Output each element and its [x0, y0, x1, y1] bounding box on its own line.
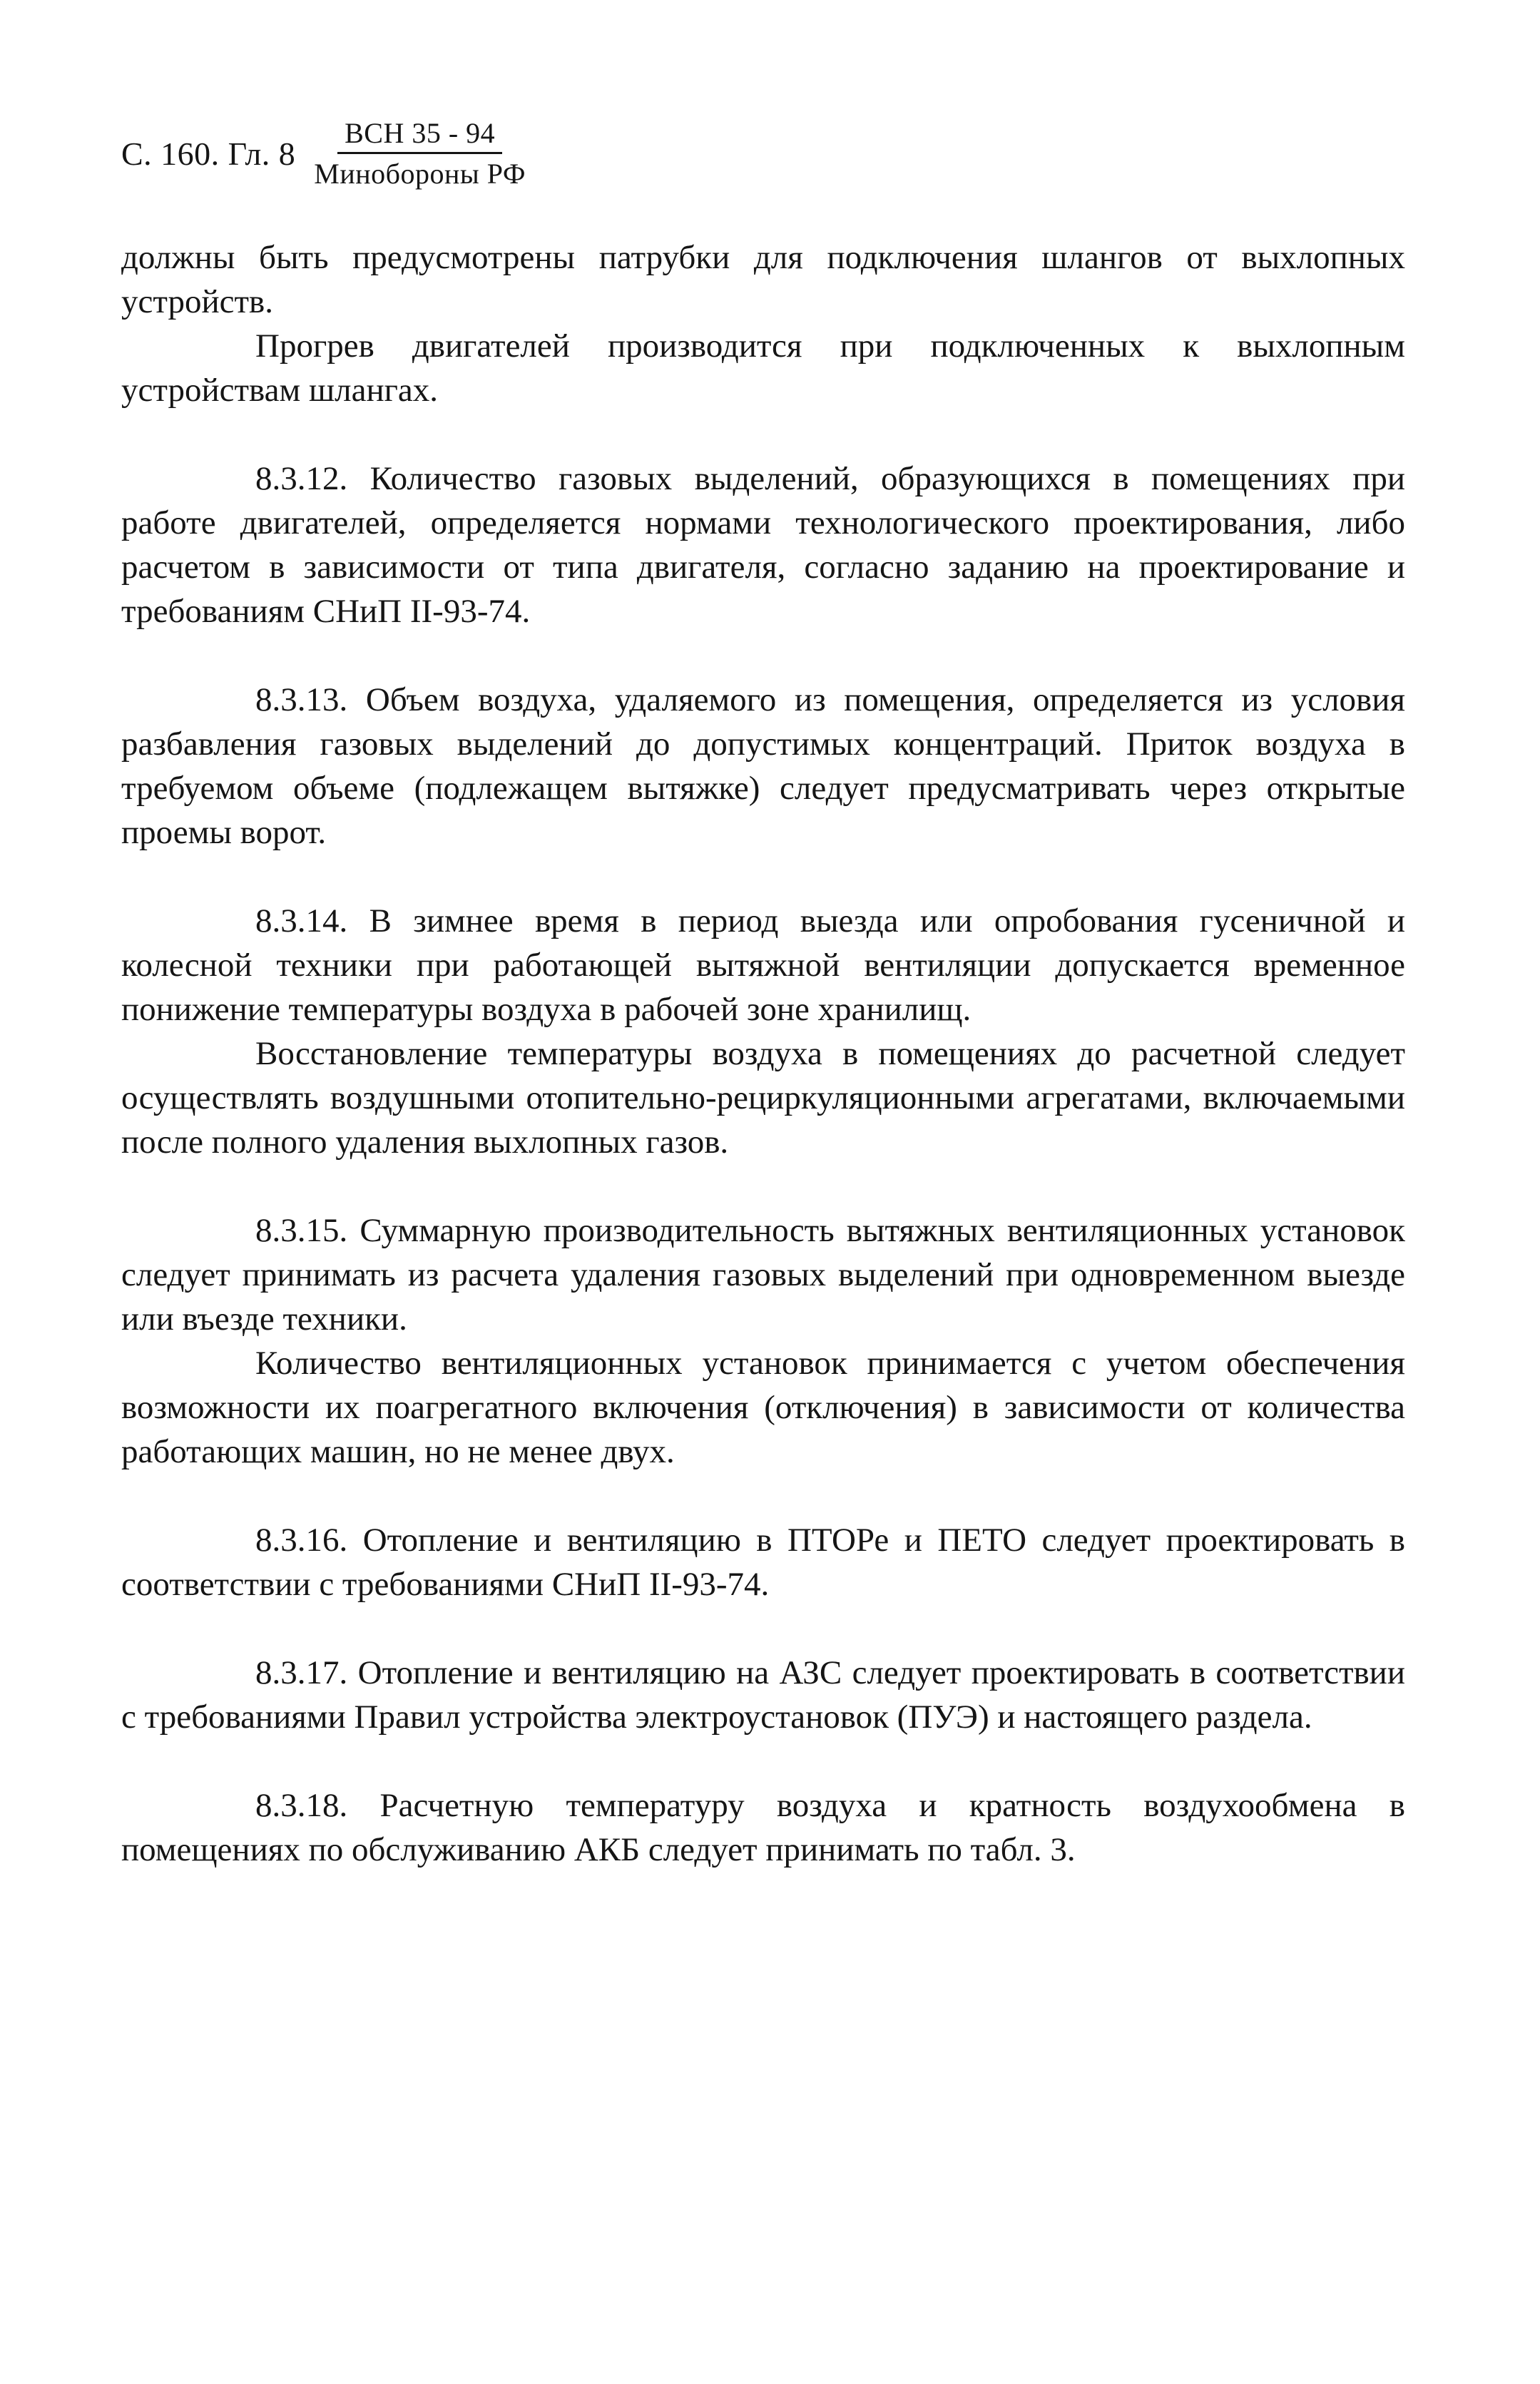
clause-8-3-17: 8.3.17. Отопление и вентиляцию на АЗС следует проектировать в соответствии с требованиями Правил устройства электроустановок (ПУЭ) и настоящего раздела. — [121, 1654, 1405, 1736]
clause-8-3-14: 8.3.14. В зимнее время в период выезда или опробования гусеничной и колесной техники при работающей вытяжной вентиляции допускается временное понижение температуры воздуха в рабочей зоне хранилищ. — [121, 902, 1405, 1028]
ministry-name: Минобороны РФ — [314, 157, 526, 190]
clause-8-3-16: 8.3.16. Отопление и вентиляцию в ПТОРе и ПЕТО следует проектировать в соответствии с требованиями СНиП II-93-74. — [121, 1522, 1405, 1603]
paragraph-continued: должны быть предусмотрены патрубки для подключения шлангов от выхлопных устройств. — [121, 239, 1405, 320]
page-body — [121, 235, 1405, 1872]
clause-8-3-12: 8.3.12. Количество газовых выделений, образующихся в помещениях при работе двигателей, определяется нормами технологического проектирования, либо расчетом в зависимости от типа двигателя, согласно заданию на проектирование и требованиям СНиП II-93-74. — [121, 460, 1405, 630]
clause-8-3-18: 8.3.18. Расчетную температуру воздуха и кратность воздухообмена в помещениях по обслуживанию АКБ следует принимать по табл. 3. — [121, 1787, 1405, 1868]
clause-8-3-15: 8.3.15. Суммарную производительность вытяжных вентиляционных установок следует принимать из расчета удаления газовых выделений при одновременном выезде или въезде техники. — [121, 1212, 1405, 1338]
document-code: ВСН 35 - 94 — [337, 119, 502, 154]
paragraph-ventilation-units: Количество вентиляционных установок принимается с учетом обеспечения возможности их поагрегатного включения (отключения) в зависимости от количества работающих машин, но не менее двух. — [121, 1345, 1405, 1470]
document-designation — [307, 116, 533, 190]
page-reference: С. 160. Гл. 8 — [121, 135, 296, 172]
paragraph-engine-warmup: Прогрев двигателей производится при подключенных к выхлопным устройствам шлангах. — [121, 327, 1405, 409]
page-header — [121, 107, 533, 200]
clause-8-3-13: 8.3.13. Объем воздуха, удаляемого из помещения, определяется из условия разбавления газовых выделений до допустимых концентраций. Приток воздуха в требуемом объеме (подлежащем вытяжке) следует предусматривать через открытые проемы ворот. — [121, 681, 1405, 851]
paragraph-temperature-restore: Восстановление температуры воздуха в помещениях до расчетной следует осуществлять воздушными отопительно-рециркуляционными агрегатами, включаемыми после полного удаления выхлопных газов. — [121, 1035, 1405, 1161]
